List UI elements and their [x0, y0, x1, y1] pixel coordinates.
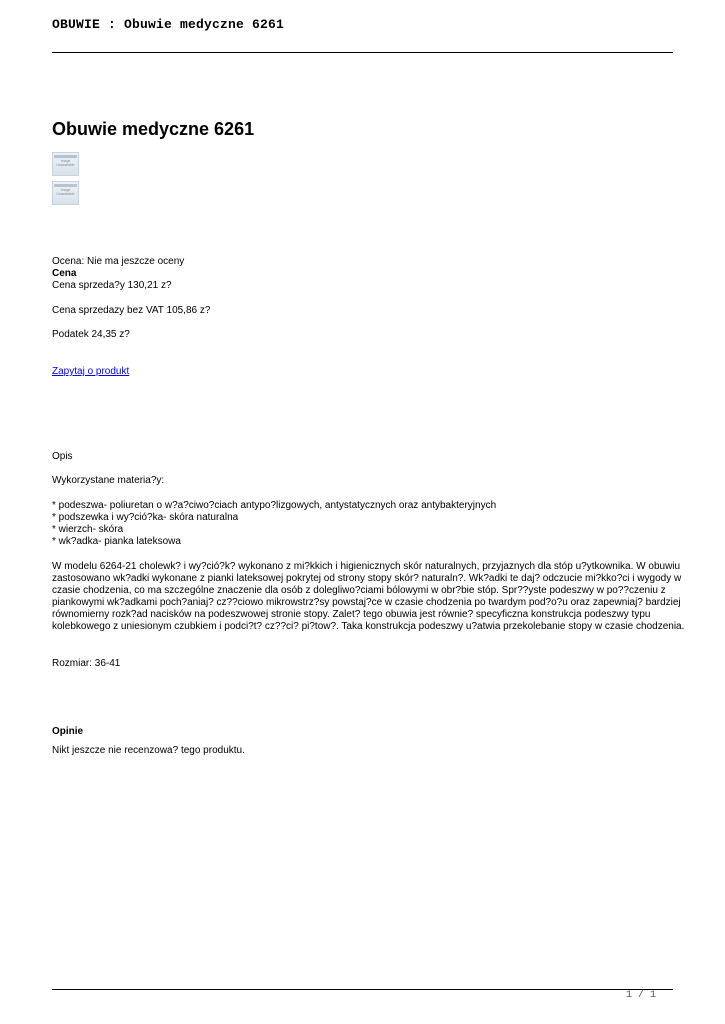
description-body-line: piankowymi wk?adkami poch?aniaj? cz??ciowo mikrowstrz?sy powstaj?ce w czasie chodzenia po twardym pod?o?u oraz zapewniaj? bardziej [52, 597, 681, 608]
image-placeholder-text: Unavailable [56, 163, 75, 167]
tax-amount: Podatek 24,35 z? [52, 329, 130, 340]
description-body-line: czasie chodzenia, co ma szczególne znaczenie dla osób z dolegliwo?ciami bólowymi w obr?bie stóp. Spr??yste podeszwy w po??czeniu z [52, 585, 666, 596]
size-range: Rozmiar: 36-41 [52, 658, 121, 669]
description-body-line: zastosowano wk?adki wykonane z pianki lateksowej pokrytej od strony stopy skór? naturaln?. Wk?adki te daj? odczucie mi?kko?ci i wygody w [52, 573, 682, 584]
ask-about-product-link[interactable]: Zapytaj o produkt [52, 366, 130, 377]
description-body-line: równomierny rozk?ad nacisków na podeszwowej stronie stopy. Zalet? tego obuwia jest równie? specyficzna konstrukcja podeszwy typu [52, 609, 651, 620]
material-item: * podszewka i wy?ció?ka- skóra naturalna [52, 512, 239, 523]
product-title: Obuwie medyczne 6261 [52, 119, 255, 139]
image-placeholder-text: Unavailable [56, 192, 75, 196]
image-placeholder-bar [54, 155, 77, 158]
image-placeholder-text: Image [60, 159, 71, 163]
product-image-placeholder [52, 152, 79, 176]
sale-price: Cena sprzeda?y 130,21 z? [52, 280, 172, 291]
rating-text: Ocena: Nie ma jeszcze oceny [52, 256, 185, 267]
reviews-heading: Opinie [52, 726, 84, 737]
image-placeholder-bar [54, 184, 77, 187]
image-placeholder-text: Image [60, 188, 71, 192]
description-body-line: W modelu 6264-21 cholewk? i wy?ció?k? wykonano z mi?kkich i higienicznych skór naturalnych, przyjaznych dla stóp u?ytkownika. W obuwiu [52, 561, 681, 572]
ask-about-product-link-wrap [52, 366, 129, 378]
product-image-placeholder [52, 181, 79, 205]
description-heading: Opis [52, 451, 73, 462]
price-heading: Cena [52, 268, 77, 279]
footer-divider [52, 989, 673, 990]
net-price: Cena sprzedazy bez VAT 105,86 z? [52, 305, 211, 316]
header-divider [52, 52, 673, 53]
material-item: * podeszwa- poliuretan o w?a?ciwo?ciach antypo?lizgowych, antystatycznych oraz antybakteryjnych [52, 500, 497, 511]
description-body-line: kolebkowego z uniesionym czubkiem i podci?t? cz??ci? pi?tow?. Taka konstrukcja podeszwy u?atwia przekolebanie stopy w czasie chodzenia. [52, 621, 685, 632]
material-item: * wierzch- skóra [52, 524, 124, 535]
material-item: * wk?adka- pianka lateksowa [52, 536, 181, 547]
document-header-title: OBUWIE : Obuwie medyczne 6261 [52, 17, 285, 32]
page-number: 1 / 1 [626, 990, 657, 1001]
materials-heading: Wykorzystane materia?y: [52, 475, 165, 486]
reviews-empty-text: Nikt jeszcze nie recenzowa? tego produktu. [52, 745, 245, 756]
